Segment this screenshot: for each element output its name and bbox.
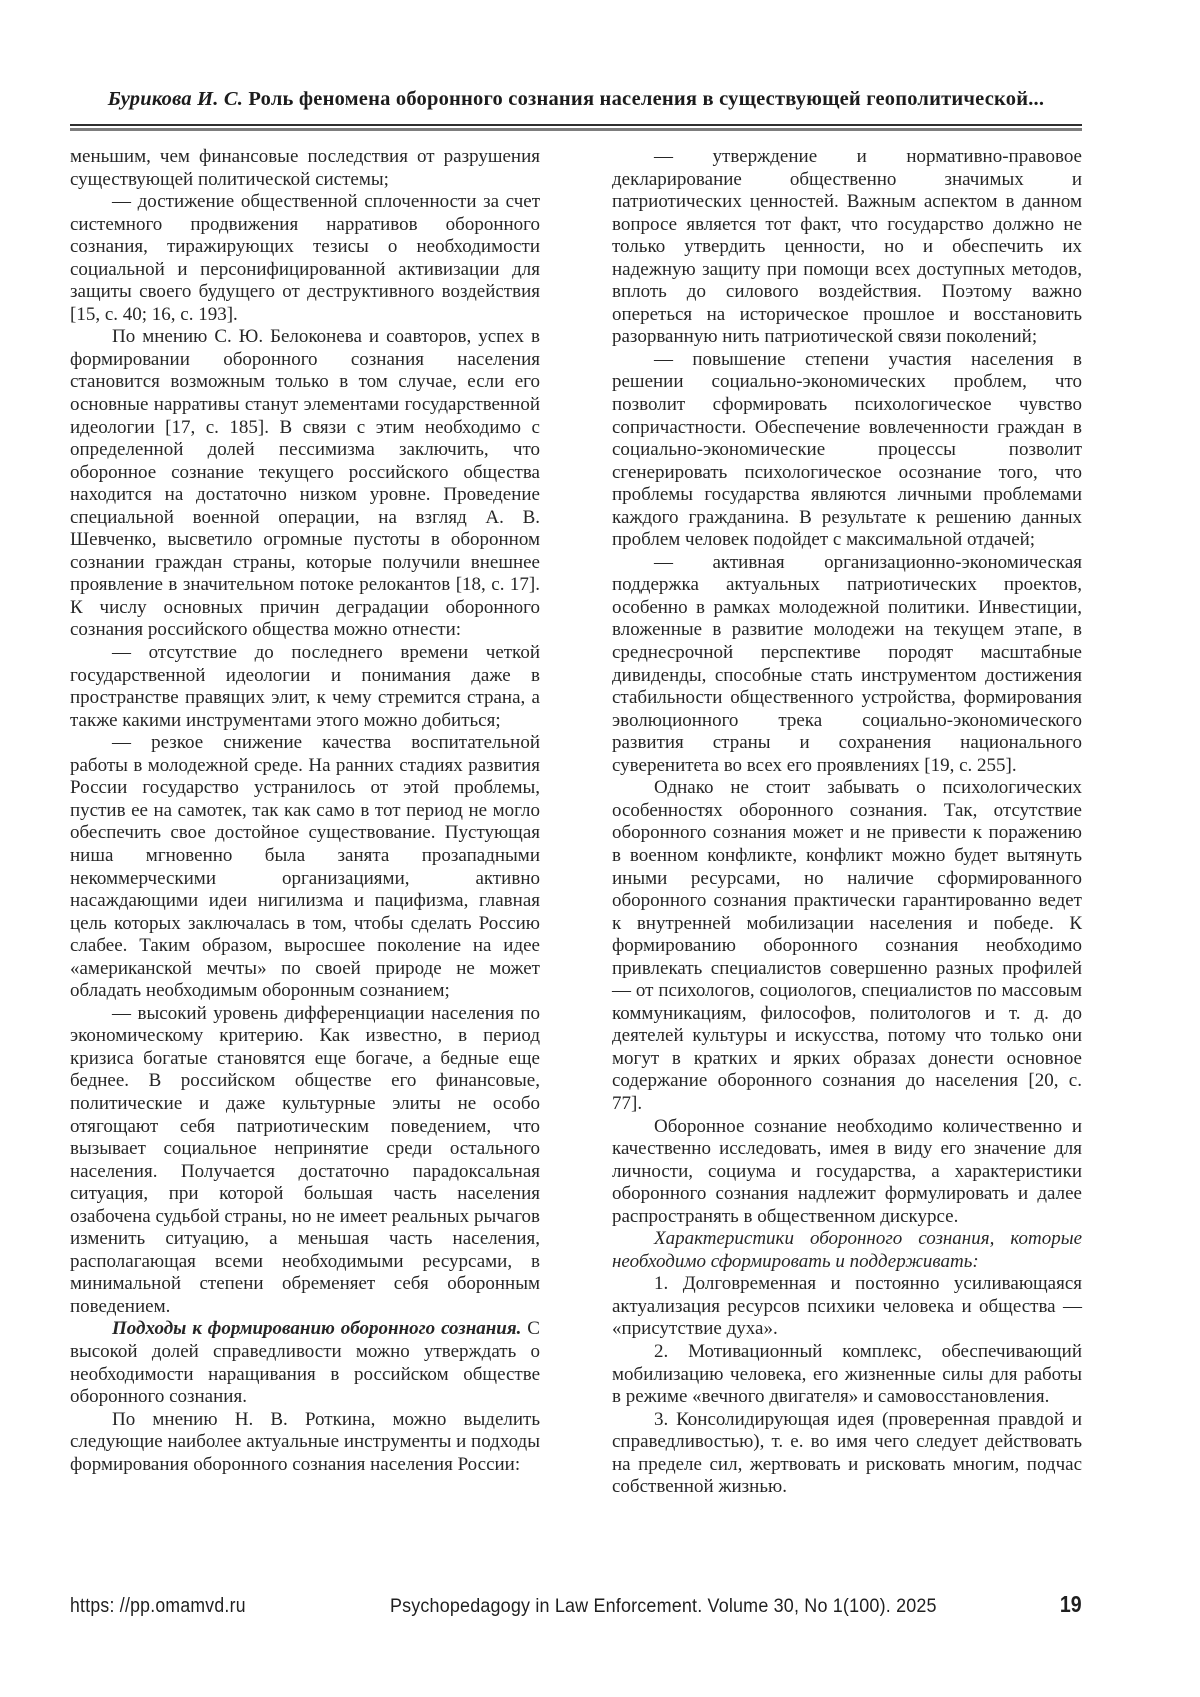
paragraph-with-heading [70,1318,540,1408]
left-column [70,146,540,1499]
paragraph-dash-item: — активная организационно-экономическая поддержка актуальных патриотических проектов, особенно в рамках молодежной политики. Инвестиции, вложенные в развитие молодежи на текущем этапе, в среднесрочной перспективе породят масштабные дивиденды, способные стать инструментом достижения стабильности общественного устройства, формирования эволюционного трека социально-экономического развития страны и сохранения национального суверенитета во всех его проявлениях [19, с. 255]. [612,551,1082,776]
header-rule-top [70,124,1082,126]
header-rule-bottom [70,128,1082,131]
running-head-author: Бурикова И. С. [107,88,244,110]
paragraph: меньшим, чем финансовые последствия от разрушения существующей политической системы; [70,146,540,190]
page-footer [70,1591,1082,1618]
journal-citation-line: Psychopedagogy in Law Enforcement. Volume 30, No 1(100). 2025 [389,1595,937,1617]
paragraph: По мнению С. Ю. Белоконева и соавторов, успех в формировании оборонного сознания населения становится возможным только в том случае, если его основные нарративы станут элементами государственной идеологии [17, с. 185]. В связи с этим необходимо с определенной долей пессимизма заключить, что оборонное сознание текущего российского общества находится на достаточно низком уровне. Проведение специальной военной операции, на взгляд А. В. Шевченко, высветило огромные пустоты в оборонном сознании граждан страны, которые получили внешнее проявление в значительном потоке релокантов [18, с. 17]. К числу основных причин деградации оборонного сознания российского общества можно отнести: [70,326,540,641]
paragraph-dash-item: — достижение общественной сплоченности за счет системного продвижения нарративов оборонного сознания, тиражирующих тезисы о необходимости социальной и персонифицированной активизации для защиты своего будущего от деструктивного воздействия [15, с. 40; 16, с. 193]. [70,191,540,325]
page-number: 19 [1060,1591,1082,1617]
paragraph: По мнению Н. В. Роткина, можно выделить следующие наиболее актуальные инструменты и подходы формирования оборонного сознания населения России: [70,1408,540,1475]
paragraph-dash-item: — резкое снижение качества воспитательной работы в молодежной среде. На ранних стадиях развития России государство устранилось от этой проблемы, пустив ее на самотек, так как само в тот период не могло обеспечить свое достойное существование. Пустующая ниша мгновенно была занята прозападными некоммерческими организациями, активно насаждающими идеи нигилизма и пацифизма, главная цель которых заключалась в том, чтобы сделать Россию слабее. Таким образом, выросшее поколение на идее «американской мечты» по своей природе не может обладать необходимым оборонным сознанием; [70,732,540,1002]
paragraph-text: С высокой долей справедливости можно утверждать о необходимости наращивания в российском обществе оборонного сознания. [70,1318,540,1408]
right-column [612,146,1082,1499]
running-head [70,88,1082,111]
journal-url: https: //pp.omamvd.ru [70,1595,246,1617]
paragraph: Оборонное сознание необходимо количественно и качественно исследовать, имея в виду его значение для личности, социума и государства, а характеристики оборонного сознания надлежит формулировать и далее распространять в общественном дискурсе. [612,1115,1082,1227]
paragraph-dash-item: — повышение степени участия населения в решении социально-экономических проблем, что позволит сформировать психологическое чувство сопричастности. Обеспечение вовлеченности граждан в социально-экономические процессы позволит сгенерировать психологическое осознание того, что проблемы государства являются личными проблемами каждого гражданина. В результате к решению данных проблем человек подойдет с максимальной отдачей; [612,348,1082,551]
paragraph: Однако не стоит забывать о психологических особенностях оборонного сознания. Так, отсутствие оборонного сознания может и не привести к поражению в военном конфликте, конфликт можно будет вытянуть иными ресурсами, но наличие сформированного оборонного сознания практически гарантированно ведет к внутренней мобилизации населения и победе. К формированию оборонного сознания необходимо привлекать специалистов совершенно разных профилей — от психологов, социологов, специалистов по массовым коммуникациям, философов, политологов и т. д. до деятелей культуры и искусства, потому что только они могут в кратких и ярких образах донести основное содержание оборонного сознания до населения [20, с. 77]. [612,777,1082,1114]
article-body [70,146,1082,1499]
paragraph-dash-item: — высокий уровень дифференциации населения по экономическому критерию. Как известно, в период кризиса богатые становятся еще богаче, а бедные еще беднее. В российском обществе его финансовые, политические и даже культурные элиты не особо отягощают себя патриотическим поведением, что вызывает социальное непринятие среди остального населения. Получается достаточно парадоксальная ситуация, при которой большая часть населения озабочена судьбой страны, но не имеет реальных рычагов изменить ситуацию, а меньшая часть населения, располагающая всеми необходимыми ресурсами, в минимальной степени обременяет себя оборонным поведением. [70,1002,540,1317]
paragraph-numbered-item: 3. Консолидирующая идея (проверенная правдой и справедливостью), т. е. во имя чего следует действовать на пределе сил, жертвовать и рисковать многим, подчас собственной жизнью. [612,1408,1082,1498]
paragraph-dash-item: — утверждение и нормативно-правовое декларирование общественно значимых и патриотических ценностей. Важным аспектом в данном вопросе является тот факт, что государство должно не только утвердить ценности, но и обеспечить их надежную защиту при помощи всех доступных методов, вплоть до силового воздействия. Поэтому важно опереться на историческое прошлое и восстановить разорванную нить патриотической связи поколений; [612,146,1082,348]
paragraph-numbered-item: 2. Мотивационный комплекс, обеспечивающий мобилизацию человека, его жизненные силы для работы в режиме «вечного двигателя» и самовосстановления. [612,1340,1082,1408]
paragraph-dash-item: — отсутствие до последнего времени четкой государственной идеологии и понимания даже в пространстве правящих элит, к чему стремится страна, а также какими инструментами этого можно добиться; [70,642,540,731]
paragraph-italic-heading: Характеристики оборонного сознания, которые необходимо сформировать и поддерживать: [612,1228,1082,1272]
header-double-rule [70,124,1082,131]
running-head-title: Роль феномена оборонного сознания населения в существующей геополитической... [243,88,1045,110]
inline-section-heading: Подходы к формированию оборонного сознания. [112,1318,522,1340]
paragraph-numbered-item: 1. Долговременная и постоянно усиливающаяся актуализация ресурсов психики человека и общества — «присутствие духа». [612,1273,1082,1340]
